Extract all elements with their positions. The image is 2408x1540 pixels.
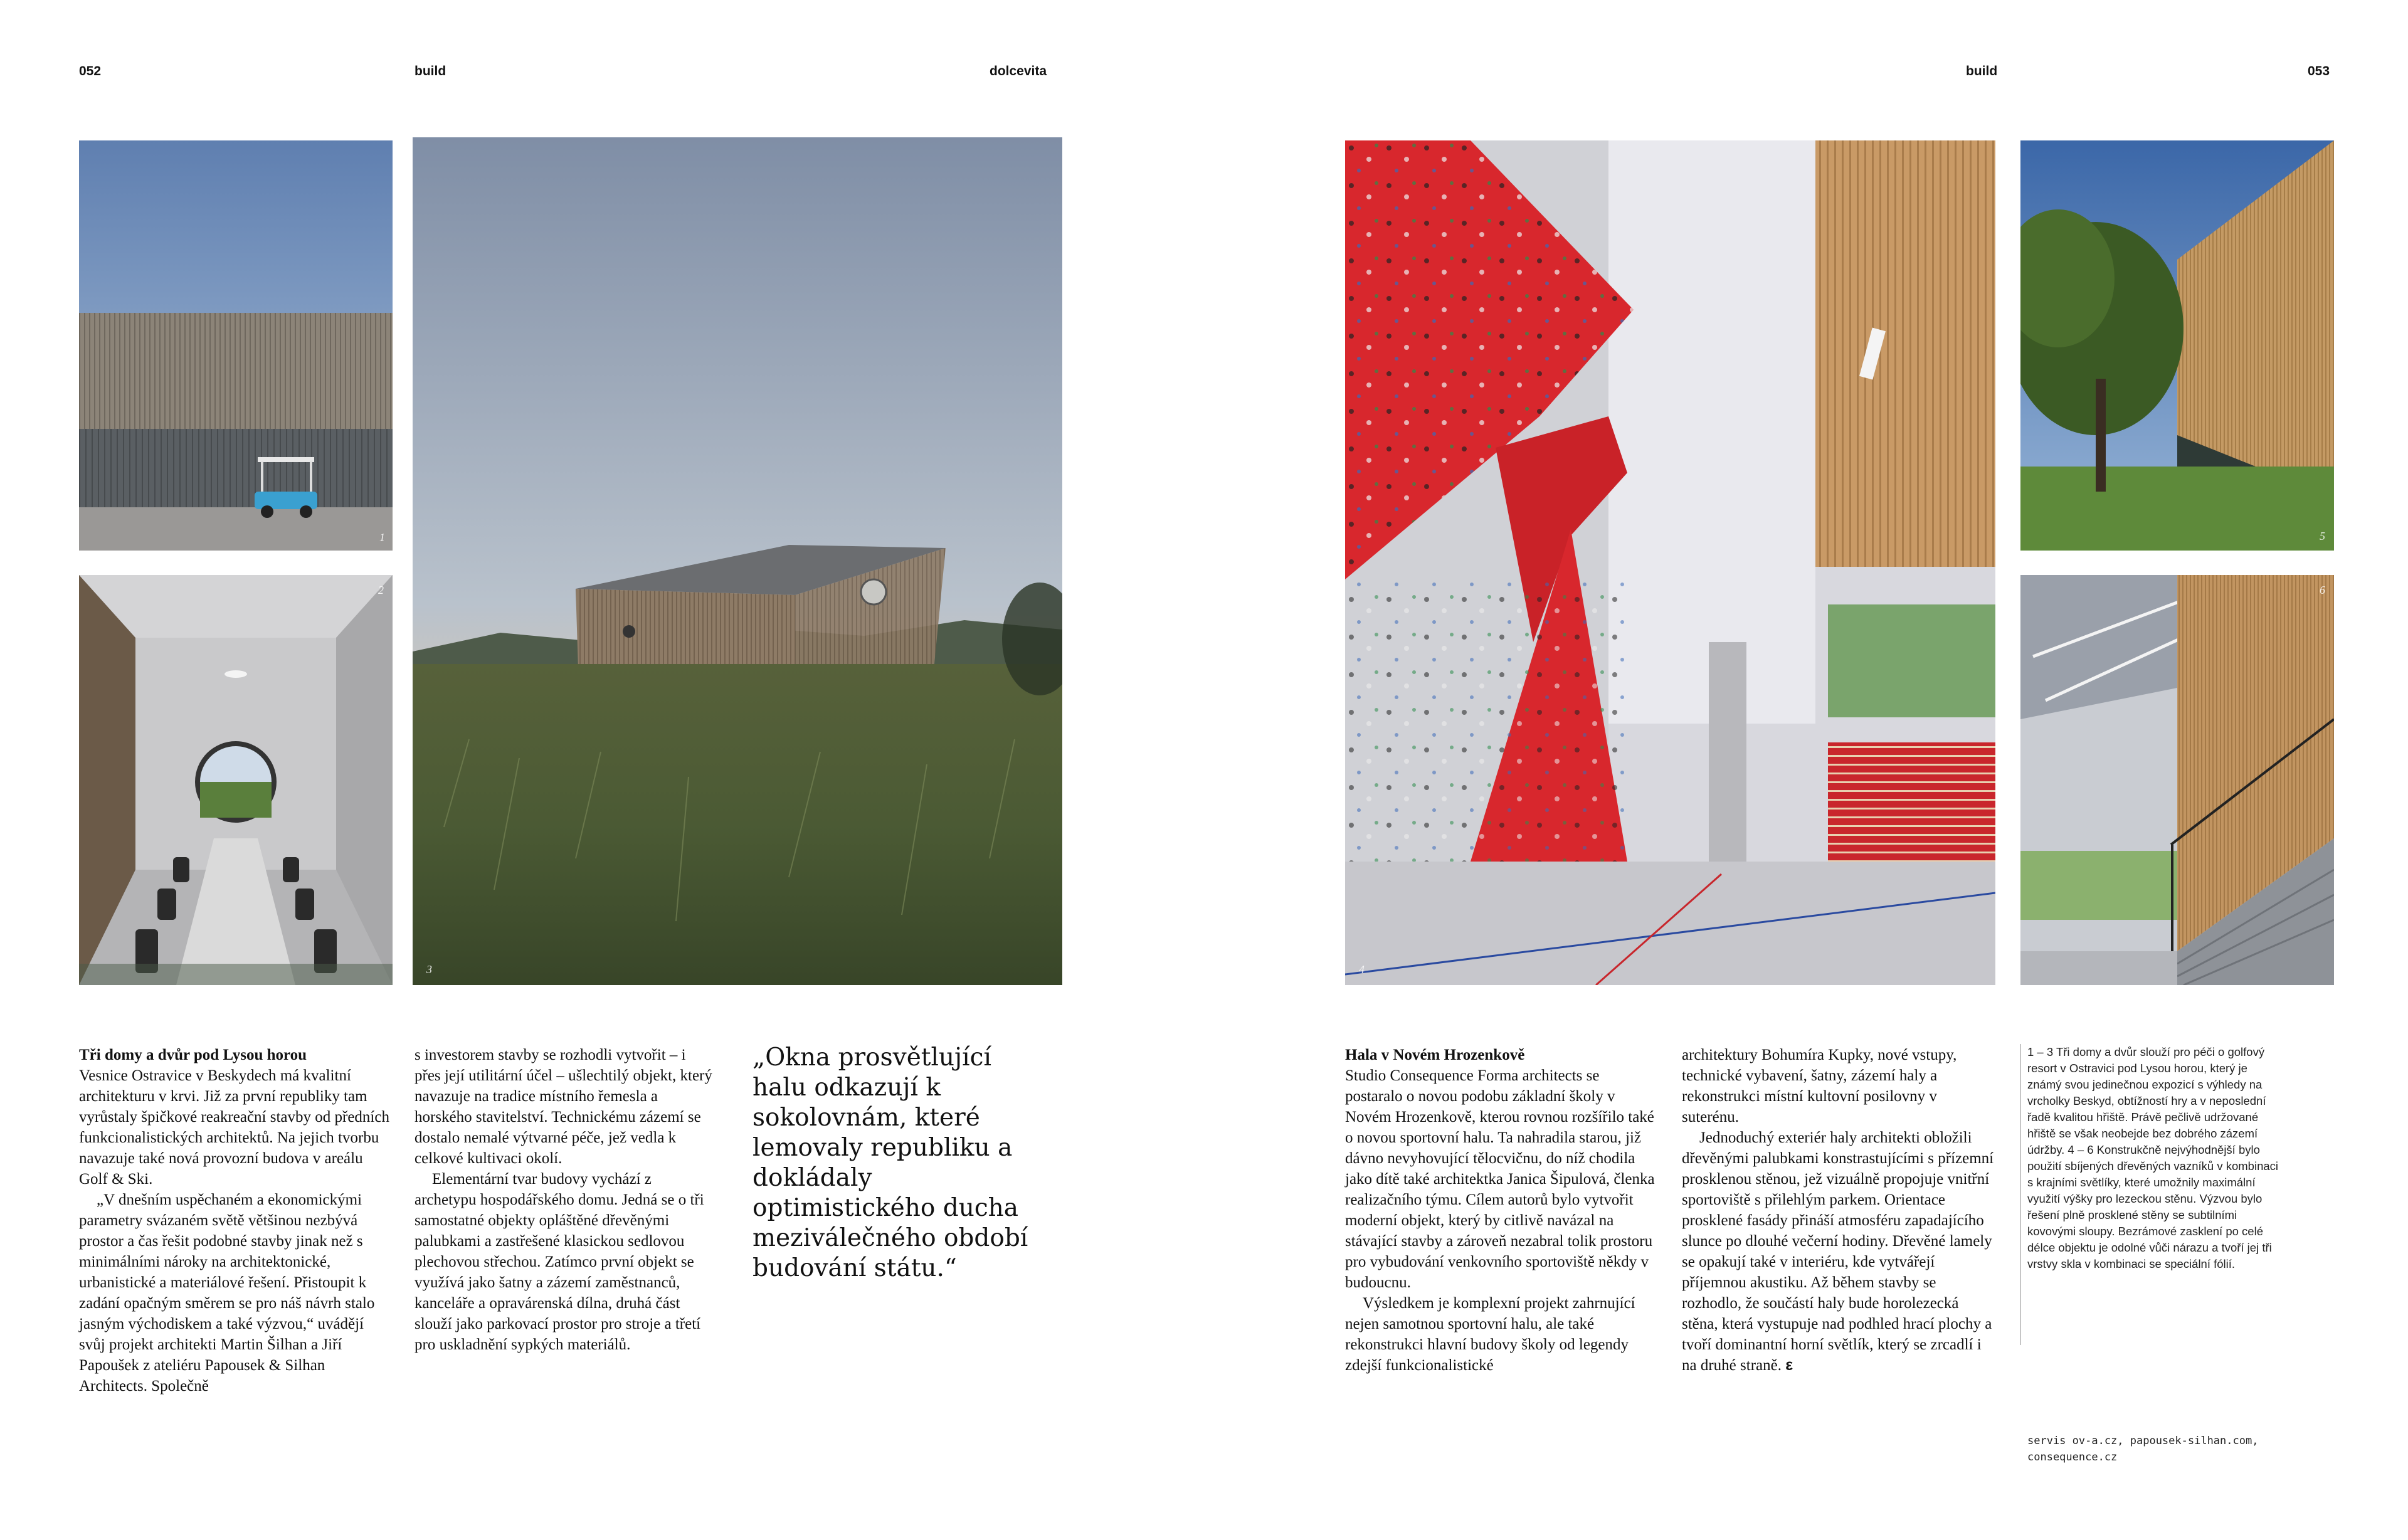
caption-rule <box>2020 1044 2021 1345</box>
article2-paragraph: Jednoduchý exteriér haly architekti obložili dřevěnými palubkami konstrastujícími s přízemní prosklenou stěnou, jež vizuálně propojuje vnitřní sportoviště s přilehlým parkem. Orientace prosklené fasády přináší atmosféru zapadajícího slunce po dlouhé večerní hodiny. Dřevěné lamely se opakují také v interiéru, kde vytvářejí příjemnou akustiku. Až během stavby se rozhodlo, že součástí haly bude horolezecká stěna, která vystupuje nad podhled hrací plochy a tvoří dominantní horní světlík, který se zrcadlí i na druhé straně. <box>1682 1129 1994 1374</box>
article1-column2 <box>415 1045 716 1355</box>
photo-caption: 1 – 3 Tři domy a dvůr slouží pro péči o golfový resort v Ostravici pod Lysou horou, který je známý svou jedinečnou expozicí s výhledy na vrcholky Beskyd, obtížností hry a v neposlední řadě kvalitou hřiště. Právě pečlivě udržované hřiště se však neobejde bez dobrého zázemí údržby. 4 – 6 Konstrukčně nejvýhodnější bylo použití sbíjených dřevěných vazníků v kombinaci s krajními světlíky, které umožnily maximální využití výšky pro lezeckou stěnu. Výzvou bylo řešení plně prosklené stěny se subtilními kovovými sloupy. Bezrámové zasklení po celé délce objektu je odolné vůči nárazu a tvoří jej tři vrstvy skla v kombinaci se speciální fólií. <box>2027 1045 2279 1270</box>
article1-title: Tři domy a dvůr pod Lysou horou <box>79 1047 307 1063</box>
photo-number: 2 <box>378 584 384 596</box>
photo-number: 6 <box>2320 584 2325 596</box>
article2-column1 <box>1345 1045 1659 1376</box>
photo-number: 3 <box>426 963 432 976</box>
article1-paragraph: Vesnice Ostravice v Beskydech má kvalitní architekturu v krvi. Již za první republiky tam vyrůstaly špičkové reakreační stavby od předních funkcionalistických architektů. Na jejich tvorbu navazuje také nová provozní budova v areálu Golf & Ski. <box>79 1067 389 1188</box>
section-label-right: build <box>1966 64 1998 78</box>
article2-title: Hala v Novém Hrozenkově <box>1345 1047 1525 1063</box>
article1-paragraph: „V dnešním uspěchaném a ekonomickými parametry svázaném světě většinou nezbývá prostor a čas řešit podobné stavby jinak než s minimálními nároky na architektonické, urbanistické a materiálové řešení. Přistoupit k zadání opačným směrem se pro náš návrh stalo jasným východiskem a také výzvou,“ uvádějí svůj projekt architekti Martin Šilhan a Jiří Papoušek z ateliéru Papousek & Silhan Architects. Společně <box>79 1191 375 1395</box>
article2-paragraph: Výsledkem je komplexní projekt zahrnující nejen samotnou sportovní halu, ale také rekonstrukci hlavní budovy školy od legendy zdejší funkcionalistické <box>1345 1295 1635 1374</box>
article2-paragraph: architektury Bohumíra Kupky, nové vstupy, technické vybavení, šatny, zázemí haly a rekonstrukci místní kultovní posilovny v suterénu. <box>1682 1047 1957 1126</box>
photo-house-dusk <box>413 137 1062 985</box>
page-number-right: 053 <box>2308 64 2330 78</box>
photo-climbing-hall <box>1345 140 1995 985</box>
article1-paragraph: s investorem stavby se rozhodli vytvořit – i přes její utilitární účel – ušlechtilý objekt, který navazuje na tradice místního řemesla a horského stavitelství. Technickému zázemí se dostalo nemalé výtvarné péče, jež vedla k celkové kultivaci okolí. <box>415 1047 712 1167</box>
end-mark-icon: ε <box>1785 1356 1793 1374</box>
magazine-name: dolcevita <box>990 64 1047 78</box>
section-label-left: build <box>415 64 446 78</box>
photo-hall-exterior <box>2020 140 2334 551</box>
article2-column2 <box>1682 1045 1995 1376</box>
photo-meeting-room <box>79 575 393 985</box>
article2-paragraph: Studio Consequence Forma architects se postaralo o novou podobu základní školy v Novém Hrozenkově, kterou rovnou rozšířilo také o novou sportovní halu. Ta nahradila starou, již dávno nevyhovující tělocvičnu, do níž chodila jako dítě také architektka Janica Šipulová, členka realizačního týmu. Cílem autorů bylo vytvořit moderní objekt, který by citlivě navázal na stávající stavby a zároveň nezabral tolik prostoru pro vybudování venkovního sportoviště někdy v budoucnu. <box>1345 1067 1655 1291</box>
photo-staircase <box>2020 575 2334 985</box>
photo-number: 5 <box>2320 530 2325 542</box>
photo-golf-building <box>79 140 393 551</box>
photo-number: 1 <box>379 531 385 544</box>
page-number-left: 052 <box>79 64 102 78</box>
photo-number: 4 <box>1359 963 1365 976</box>
article1-column1 <box>79 1045 393 1396</box>
pull-quote: „Okna prosvětlující halu odkazují k sokolovnám, které lemovaly republiku a dokládaly optimistického ducha meziválečného období budování státu.“ <box>752 1043 1028 1282</box>
service-links: servis ov-a.cz, papousek-silhan.com, consequence.cz <box>2027 1435 2259 1464</box>
article1-paragraph: Elementární tvar budovy vychází z archetypu hospodářského domu. Jedná se o tři samostatné objekty opláštěné dřevěnými palubkami a zastřešené klasickou sedlovou plechovou střechou. Zatímco první objekt se využívá jako šatny a zázemí zaměstnanců, kanceláře a opravárenská dílna, druhá část slouží jako parkovací prostor pro stroje a třetí pro uskladnění sypkých materiálů. <box>415 1171 704 1353</box>
